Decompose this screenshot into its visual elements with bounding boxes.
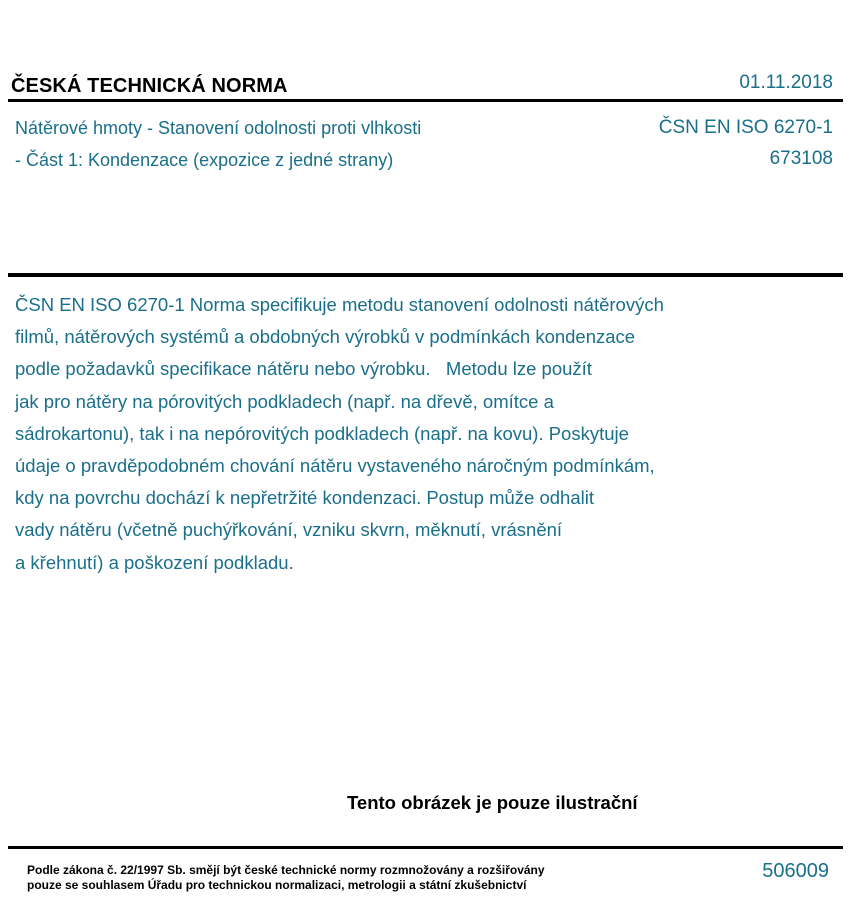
abstract-line: vady nátěru (včetně puchýřkování, vzniku skvrn, měknutí, vrásnění [15,519,563,541]
abstract-line: ČSN EN ISO 6270-1 Norma specifikuje metodu stanovení odolnosti nátěrových [15,294,664,315]
legal-line: pouze se souhlasem Úřadu pro technickou normalizaci, metrologii a státní zkušebnictví [27,878,527,892]
abstract [15,289,815,579]
publication-date: 01.11.2018 [739,72,833,93]
standard-title-line-2: - Část 1: Kondenzace (expozice z jedné strany) [15,150,394,170]
legal-line: Podle zákona č. 22/1997 Sb. smějí být české technické normy rozmnožovány a rozšiřovány [27,863,545,877]
standard-title-line-1: Nátěrové hmoty - Stanovení odolnosti proti vlhkosti [15,118,422,138]
footer-catalog-code: 506009 [762,860,829,882]
abstract-line: údaje o pravděpodobném chování nátěru vystaveného náročným podmínkám, [15,455,655,477]
header-divider [8,99,843,102]
standard-designation: ČSN EN ISO 6270-1 [658,117,833,138]
abstract-line: podle požadavků specifikace nátěru nebo výrobku. Metodu lze použít [15,358,592,380]
document-header-title: ČESKÁ TECHNICKÁ NORMA [11,75,288,97]
illustration-disclaimer: Tento obrázek je pouze ilustrační [347,792,638,813]
standard-class-number: 673108 [769,148,833,169]
abstract-line: sádrokartonu), tak i na nepórovitých podkladech (např. na kovu). Poskytuje [15,422,629,444]
footer-divider [8,846,843,849]
footer-legal-notice [27,863,545,893]
abstract-line: filmů, nátěrových systémů a obdobných výrobků v podmínkách kondenzace [15,326,636,348]
abstract-line: a křehnutí) a poškození podkladu. [15,551,294,573]
abstract-divider [8,273,843,277]
abstract-line: kdy na povrchu dochází k nepřetržité kondenzaci. Postup může odhalit [15,487,594,509]
abstract-line: jak pro nátěry na pórovitých podkladech (např. na dřevě, omítce a [15,390,554,412]
